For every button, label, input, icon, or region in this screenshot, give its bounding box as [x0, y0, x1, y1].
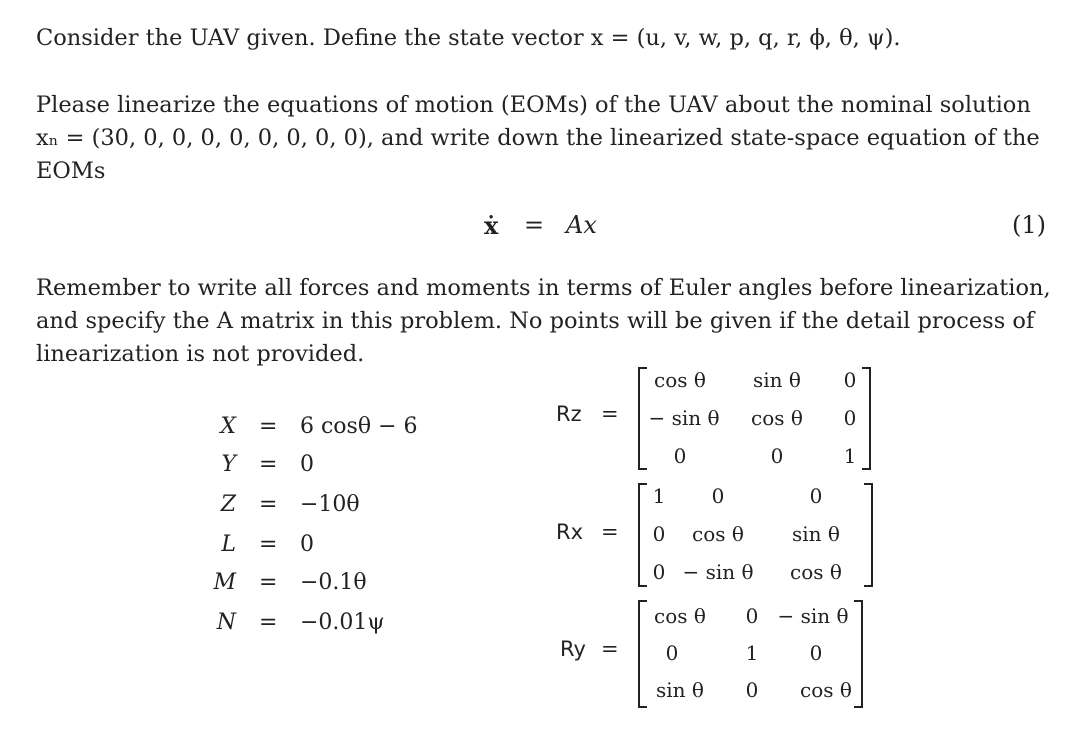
rz-cell: 0 [770, 444, 784, 468]
equation-rhs: −10θ [300, 492, 360, 517]
rx-equals: = [601, 520, 619, 544]
ry-cell: 0 [809, 641, 823, 665]
ry-cell: 0 [745, 678, 759, 702]
equation-lhs: Z [220, 492, 236, 517]
rz-cell: − sin θ [648, 406, 720, 430]
rx-cell: 0 [809, 484, 823, 508]
rx-cell: cos θ [692, 522, 744, 546]
display-eq-lhs: ẋ [484, 211, 499, 240]
ry-cell: 0 [745, 604, 759, 628]
equation-lhs: X [220, 414, 236, 439]
rx-cell: 0 [652, 522, 666, 546]
rx-cell: 1 [652, 484, 666, 508]
ry-cell: cos θ [654, 604, 706, 628]
equation-lhs: M [213, 570, 236, 595]
rz-cell: 0 [673, 444, 687, 468]
equation-lhs: Y [221, 452, 236, 477]
equation-rhs: 0 [300, 452, 314, 477]
rz-cell: cos θ [751, 406, 803, 430]
rz-cell: 1 [843, 444, 857, 468]
intro-paragraph: Consider the UAV given. Define the state vector x = (u, v, w, p, q, r, ϕ, θ, ψ). [36, 25, 901, 51]
display-eq-rhs: Ax [566, 211, 597, 239]
rz-cell: 0 [843, 406, 857, 430]
note-paragraph: Remember to write all forces and moments in terms of Euler angles before linearization, and specify the A matrix in this problem. No points will be given if the detail process of linearization is not provided. [36, 275, 1051, 367]
equation-rel: = [259, 532, 278, 557]
equation-lhs: N [216, 610, 236, 635]
equation-number: (1) [1012, 211, 1046, 239]
rx-cell: sin θ [792, 522, 840, 546]
rx-cell: 0 [652, 560, 666, 584]
ry-cell: − sin θ [777, 604, 849, 628]
instruction-paragraph: Please linearize the equations of motion (EOMs) of the UAV about the nominal solution xₙ = (30, 0, 0, 0, 0, 0, 0, 0, 0), and write down the linearized state-space equation of the EOMs [36, 92, 1040, 184]
display-eq-rel: = [524, 211, 545, 239]
rx-cell: − sin θ [682, 560, 754, 584]
rx-cell: 0 [711, 484, 725, 508]
ry-cell: 1 [745, 641, 759, 665]
equation-rel: = [259, 570, 278, 595]
equation-rel: = [259, 610, 278, 635]
equation-rel: = [259, 452, 278, 477]
ry-cell: sin θ [656, 678, 704, 702]
rz-equals: = [601, 402, 619, 426]
ry-label: Ry [560, 637, 586, 661]
equation-lhs: L [221, 532, 236, 557]
ry-cell: 0 [665, 641, 679, 665]
equation-rhs: −0.1θ [300, 570, 367, 595]
rz-cell: 0 [843, 368, 857, 392]
ry-cell: cos θ [800, 678, 852, 702]
rx-label: Rx [556, 520, 584, 544]
equation-rhs: −0.01ψ [300, 610, 385, 635]
rx-cell: cos θ [790, 560, 842, 584]
equation-rel: = [259, 492, 278, 517]
rz-label: Rz [556, 402, 582, 426]
equation-rel: = [259, 414, 278, 439]
equation-rhs: 0 [300, 532, 314, 557]
rz-cell: sin θ [753, 368, 801, 392]
rz-cell: cos θ [654, 368, 706, 392]
ry-equals: = [601, 637, 619, 661]
rx-right-bracket [864, 483, 873, 587]
equation-rhs: 6 cosθ − 6 [300, 414, 418, 439]
